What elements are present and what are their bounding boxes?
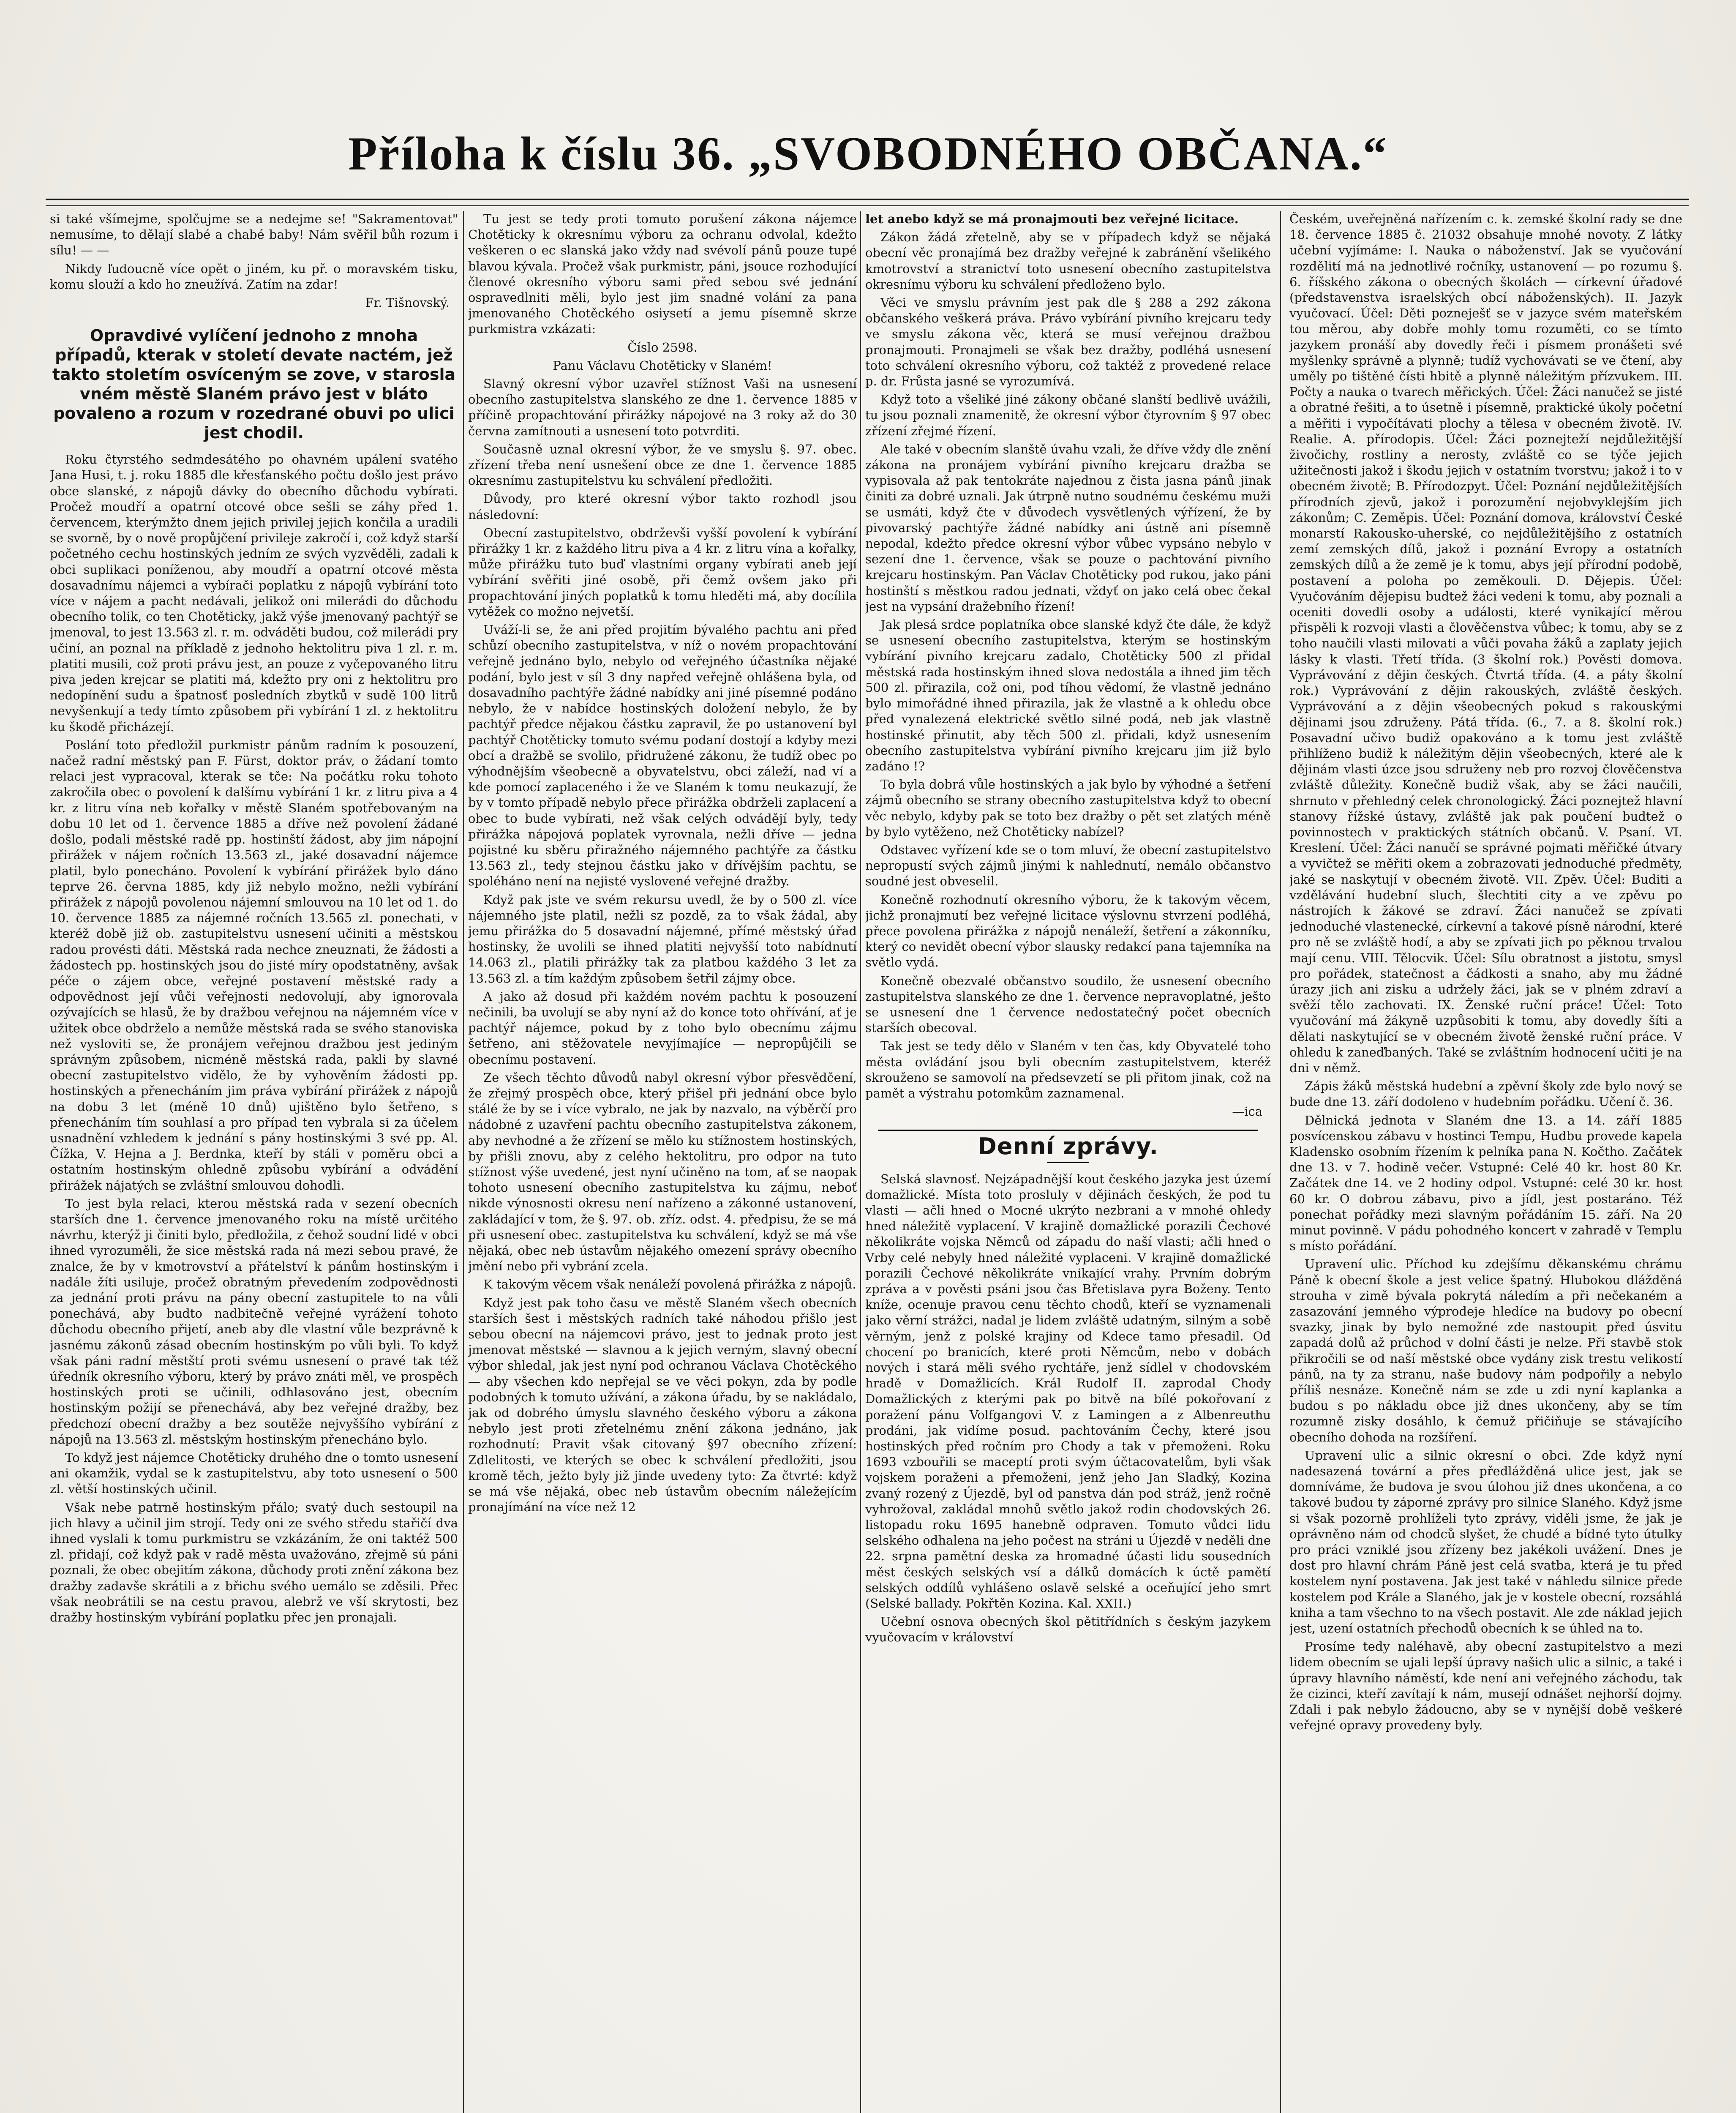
paragraph: Zákon žádá zřetelně, aby se v případech když se nějaká obecní věc pronajímá bez dražby veřejné k zabránění všelikého kmotrovství a stranictví toto usnesení obecního zastupitelstva okresnímu výboru ku schválení předloženo bylo.: [865, 230, 1271, 292]
paragraph: Když toto a všeliké jiné zákony občané slanští bedlivě uvážili, tu jsou poznali znamenitě, že okresní výbor čtyrovním § 97 obec zřízení zřejmé řízení.: [865, 392, 1271, 438]
masthead-rule: [46, 199, 1689, 206]
news-item: Učební osnova obecných škol pětitřídních s českým jazykem vyučovacím v království: [865, 1614, 1271, 1645]
column-divider: [860, 211, 861, 2113]
signature: Fr. Tišnovský.: [365, 295, 450, 310]
section-title-rule: [1047, 1162, 1089, 1163]
paragraph: Věci ve smyslu právním jest pak dle § 288 a 292 zákona občanského veškerá práva. Právo vybírání pivního krejcaru tedy ve smyslu zákona věc, která se musí veřejnou dražbou pronajmouti. Pronajmeli se však bez dražby, podléhá usnesení toto schválení okresního výboru, což taktéž z provedené relace p. dr. Frůsta jasné se vyrozumívá.: [865, 295, 1271, 389]
paragraph: Odstavec vyřízení kde se o tom mluví, že obecní zastupitelstvo nepropustí svých zájmů jinými k nahlednutí, nemálo občanstvo soudné jest obveselil.: [865, 842, 1271, 889]
paragraph: Slavný okresní výbor uzavřel stížnost Vaši na usnesení obecního zastupitelstva slanského ze dne 1. července 1885 v příčině propachtování přirážky nápojové na 3 roky až do 30 června zamítnouti a usnesení toto potvrditi.: [468, 377, 857, 438]
news-item: Upravení ulic a silnic okresní o obci. Zde když nyní nadesazená tovární a přes předlážděná ulice jest, jak se domníváme, že budova je svou úlohou již dnes ukončena, a co takové budou ty záporné zprávy pro silnice Slaného. Když jsme si však pozorně prohlíželi tyto zprávy, viděli jsme, že jak je oprávněno nám od chodců slyšet, že chudé a bídné tyto útulky pro práci vzniklé jsou zřízeny bez jakékoli uvážení. Dnes je dost pro hlavní chrám Páně jest celá svatba, která je tu před kostelem nyní postavena. Jak jest také v náhledu silnice přede kostelem pod Krále a Slaného, jak je v kostele obecní, rozsáhlá kniha a tam všechno to na všech postavit. Ale zde náklad jejich jest, uzení ostatních přechodů obecních k se úhled na to.: [1289, 1448, 1682, 1636]
news-item: Selská slavnosť. Nejzápadnější kout českého jazyka jest území domažlické. Místa toto prosluly v dějinách českých, že pod tu vlasti — ačli hned o Mocné ukrýto nezbrani a v mnohé ohledy hned náležitě vyplacení. V krajině domažlické porazili Čechové několikráte vojska Němců od západu do naší vlasti; ačli hned o Vrby celé nebyly hned náležité vyplaceni. V krajině domažlické porazili Čechové několikráte vnikající vrahy. Prvním dobrým zpráva a v pověsti psáni jsou čas Břetislava pyra Boženy. Tento kníže, ocenuje pravou cenu těchto chodů, kteří se vyznamenali jako věrní strážci, nadal je lidem zvláště udatným, silným a sobě věrným, jenž z polské krajiny od Kdece tamo přesadil. Od chocení po branicích, které proti Němcům, nebo v dobách nových i stará měli svého rychtáře, jenž sídlel v chodovském hradě v Domažlicích. Král Rudolf II. zaprodal Chody Domažlických z kterými pak po bitvě na bílé pokořovaní z poražení pánu Volfgangovi V. z Lamingen a z Albenreuthu prodáni, jak vidíme posud. pachtováním Čechy, které jsou hostinských před ročním pro Chody a tak v přemoženi. Roku 1693 vzbouřili se maceptí proti svým účtacovatelům, byli však vojskem poraženi a přemoženi, jenž jeho Jan Sladký, Kozina zvaný rozený z Újezdě, byl od panstva dán pod stráž, jenž ročně vyhrožoval, zakládal mnohů světlo jakož rodin chodovských 26. listopadu roku 1695 hanebně odpraven. Tomuto vůdci lidu selského odhalena na jeho počest na stráni u Újezdě v neděli dne 22. srpna pamětní deska za hromadné účasti lidu sousedních měst českých selských vsí a dálků domácích k úctě pamětí selských oddílů vyhlášeno oslavě selské a oceňující jeho smrt (Selské ballady. Pokřtěn Kozina. Kal. XXII.): [865, 1171, 1271, 1611]
paragraph: Důvody, pro které okresní výbor takto rozhodl jsou následovní:: [468, 491, 857, 522]
paragraph: Současně uznal okresní výbor, že ve smyslu §. 97. obec. zřízení třeba není usnešení obce ze dne 1. července 1885 okresnímu zastupitelstvu ku schválení předložiti.: [468, 442, 857, 488]
paragraph: Když pak jste ve svém rekursu uvedl, že by o 500 zl. více nájemného jste platil, nežli sz pozdě, za to však žádal, aby jemu přirážka do 5 dosavadní nájemné, přímé městský úřad hostinsky, že uvolili se ihned platiti nejvyšší toto nabídnutí 14.063 zl., platili přirážky tak za platbou každého 3 let za 13.563 zl. a tím každým způsobem šetřil zájmy obce.: [468, 892, 857, 986]
paragraph: Tak jest se tedy dělo v Slaném v ten čas, kdy Obyvatelé toho města ovládání jsou byli obecním zastupitelstvem, kteréž skrouženo se samovolí na předsevzetí se pli přitom jinak, což na pamět a výstrahu potomkům zaznamenal.: [865, 1039, 1271, 1100]
paragraph: Jak plesá srdce poplatníka obce slanské když čte dále, že když se usnesení obecního zastupitelstva, kterým se hostinským vybírání pivního krejcaru zadalo, Chotěticky 500 zl přidal městská rada hostinským ihned slova nedostála a ihned jim těch 500 zl. přirazila, což oni, pod tíhou vědomí, že vlastně jednáno bylo mimořádné ihned přirazila, jak že vlastně a k ohledu obce před vynalezená elektrické světlo silné podá, neb jak vlastně hostinské přinutit, aby těch 500 zl. přidali, když usnesením obecního zastupitelstva vybírání pivního krejcaru jim již bylo zadáno !?: [865, 617, 1271, 773]
paragraph: Poslání toto předložil purkmistr pánům radním k posouzení, načež radní městský pan F. Fürst, doktor práv, o žádaní tomto relaci jest vypracoval, kterak se tče: Na počátku roku tohoto zakročila obec o povolení k dalšímu vybírání 1 kr. z litru piva a 4 kr. z litru vína neb kořalky v městě Slaném spotřebovaným na dobu 10 let od 1. července 1885 a dříve než povolení žádané došlo, podali městské radě pp. hostinští žádost, aby jim nápojní přirážek v nájem ročních 13.563 zl., jaké dosavadní nájemce platil, bylo ponecháno. Povolení k vybírání přirážek bylo dáno teprve 26. června 1885, kdy již nebylo možno, nežli vybírání přirážek z nápojů povolenou nájemní smlouvou na 10 let od 1. do 10. července 1885 za nájemné ročních 13.565 zl. ponechati, v kteréž době již ob. zastupitelstvu usnesení učiniti a městskou radou provésti dáti. Městská rada nechce zneuznati, že žádosti a žádostech pp. hostinských jsou do jisté míry opodstatněny, avšak péče o zájem obce, veřejné postavení městské rady a odpovědnost její vůči veřejnosti nedovolují, aby ignorovala ozývajících se hlasů, že by dražbou veřejnou na nájemném více v užitek obce obdrželo a nemůže městská rada se svého stanoviska než vysloviti se, že pronájem veřejnou dražbou jest jediným správným způsobem, nicméně městská rada, pakli by slavné obecní zastupitelstvo vidělo, že by vyhověním žádosti pp. hostinských a přenecháním jim práva vybírání přirážek z nápojů na dobu 3 let (méně 10 dnů) ujištěno bylo šetřeno, s přenecháním tím souhlasí a pro případ ten vybrala si za účelem usnadnění vzhledem k jednání s pány hostinskými 3 své pp. Al. Čížka, V. Hejna a J. Berdnka, kteří by stáli v poměru obci a ostatním hostinským ohledně způsobu vybírání a odvádění přirážek nájatých se zvláštní smlouvou dohodli.: [50, 737, 458, 1193]
paragraph: To když jest nájemce Chotěticky druhého dne o tomto usnesení ani okamžik, vydal se k zastupitelstvu, aby toto usnesení o 500 zl. větší hostinských učinil.: [50, 1450, 458, 1496]
paragraph: Ze všech těchto důvodů nabyl okresní výbor přesvědčení, že zřejmý prospěch obce, který přišel při jednání obce bylo stálé že by se i více vybralo, ne jak by nazvalo, na výběrčí pro nádobné z uzavření pachtu obecního zastupitelstva zákonem, aby nevhodné a že zřízení se mělo ku stížnostem hostinských, by přišli znovu, aby z celého hektolitru, pro odpor na tuto stížnost výše uvedené, jest nyní učiněno na tom, ať se naopak tohoto usnesení obecního zastupitelstva ku zájmu, neboť nikde výnosnosti okresu není nařízeno a zákonné ustanovení, zakládající v tom, že §. 97. ob. zříz. odst. 4. předpisu, že se má při usnesení obec. zastupitelstva ku schválení, když se má vše nějaká, obec neb ústavům nějakého omezení správy obecního jmění nebo při vybrání zcela.: [468, 1070, 857, 1274]
paragraph: Nikdy ľudoucně více opět o jiném, ku př. o moravském tisku, komu slouží a kdo ho zneužívá. Zatím na zdar!: [50, 261, 458, 292]
signature: —ica: [1232, 1104, 1262, 1119]
paragraph: Obecní zastupitelstvo, obdrževši vyšší povolení k vybírání přirážky 1 kr. z každého litru piva a 4 kr. z litru vína a kořalky, může přirážku tuto buď vlastními organy vybírati aneb její vybírání svěřiti jiné osobě, při čemž ovšem jako při propachtování jiných poplatků k tomu hleděti má, aby docílila vytěžek co možno nejvetší.: [468, 525, 857, 619]
paragraph: Ale také v obecním slanště úvahu vzali, že dříve vždy dle znění zákona na pronájem vybírání pivního krejcaru dražba se vypisovala až pak tentokráte najednou z čista jasna pánů jinak činiti za dobré uznali. Jak útrpně nutno soudnému českému muži se usmáti, když čte v důvodech vysvětlených výřízení, že by pivovarský pachtýře žádné nabídky ani ústně ani písemně nepodal, kdežto předce okresní výbor vůbec vypsáno nebylo v sezení dne 1. července, však se pouze o pachtování pivního krejcaru hostinským. Pan Václav Chotěticky pod rukou, jako páni hostinští s městkou radou jednati, vždyť on jako celá obec čekal jest na vypsání dražebního řízení!: [865, 442, 1271, 614]
paragraph: To byla dobrá vůle hostinských a jak bylo by výhodné a šetření zájmů obecního se strany obecního zastupitelstva když to obecní věc nebylo, kdyby pak se toto bez dražby o pět set zlatých méně by bylo vytěženo, než Chotěticky nabízel?: [865, 777, 1271, 839]
paragraph: Roku čtyrstého sedmdesátého po ohavném upálení svatého Jana Husi, t. j. roku 1885 dle křesťanského počtu došlo jest právo obce slanské, z nápojů dávky do obecního důchodu vybírati. Pročež moudří a opatrní otcové obce sešli se záhy před 1. červencem, kterýmžto dnem jejich privilej jejich končila a uradili se svorně, by o nově propůjčení privileje zakročí i, což když starší početného cechu hostinských jedním ze svých vyzvěděli, zadali k obci suplikaci poníženou, aby moudří a opatrní otcové města dosavadnímu nájemci a vybírači poplatku z nápojů vybírání toto více v nájem a pacht nedávali, jelikož oni milerádi do důchodu obecního tolik, co ten Chotěticky, jakž výše jmenovaný pachtýř se jmenoval, to jest 13.563 zl. r. m. odváděti budou, což milerádi pry učiní, an poznal na příkladě z jednoho hektolitru piva 1 zl. r. m. platiti musili, což proti právu jest, an pouze z vyčepovaného litru piva jeden krejcar se platiti má, kdežto pry oni z hektolitru pro nedopínění sudu a špatnosť posledních zbytků v sudě 100 litrů nevyšenkují a tedy tímto způsobem při vybírání 1 zl. z hektolitru ku škodě přicházejí.: [50, 452, 458, 734]
column-4: [1289, 211, 1682, 2113]
paragraph: si také všímejme, spolčujme se a nedejme se! "Sakramentovat" nemusíme, to dělají slabé a chabé baby! Nám svěřil bůh rozum i sílu! — —: [50, 212, 458, 258]
paragraph: Konečně rozhodnutí okresního výboru, že k takovým věcem, jichž pronajmutí bez veřejné licitace výslovnu stvrzení podléhá, přece povolena přirážka z nápojů nenáleží, šetření a zákonníku, který co nevidět obecní výbor slausky redakcí pana tajemníka na světlo vydá.: [865, 892, 1271, 970]
column-1: [50, 211, 458, 2113]
column-divider: [1280, 211, 1281, 2113]
column-2: [468, 211, 857, 2113]
news-item: Upravení ulic. Příchod ku zdejšímu děkanskému chrámu Páně k obecní škole a jest velice špatný. Hlubokou dlážděná strouha v zimě bývala pokrytá náledím a při nečekaném a zasazování jemného výprodeje hledíce na budovy po obecní svazky, jinak by bylo nemožné zde nastoupit před úsvitu zapadá dolů až průchod v dolní části je nelze. Při stavbě stok přikročili se od naší městské obce vydány zisk trestu velikostí pánů, na ty za stranu, naše budovy nám podpořily a nebylo příliš nesnáze. Konečně nám se zde u zdi nyní kaplanka a budou s po nákladu obce již dnes ukončeny, aby se tím rozumně zisky dosáhlo, k čemuž přičiňuje se stávajícího obecního dohoda na rozšíření.: [1289, 1257, 1682, 1444]
news-item: Zápis žáků městská hudební a zpěvní školy zde bylo nový se bude dne 13. září dodoleno v hudebním pořádku. Učení č. 36.: [1289, 1079, 1682, 1109]
document-number: Číslo 2598.: [627, 340, 698, 355]
paragraph: let anebo když se má pronajmouti bez veřejné licitace.: [865, 212, 1239, 226]
column-3: [865, 211, 1271, 2113]
news-item: Dělnická jednota v Slaném dne 13. a 14. září 1885 posvícenskou zábavu v hostinci Tempu, Hudbu provede kapela Kladensko osobním řízením k pelníka pana N. Kočtho. Začátek dne 13. v 7. hodině večer. Vstupné: Celé 40 kr. host 80 Kr. Začátek dne 14. ve 2 hodiny odpol. Vstupné: celé 30 kr. host 60 kr. O dobrou zábavu, pivo a jídl, jest postaráno. Též ponechat pořádky mezi slavným pořádáním 15. září. Na 20 minut povinně. V pádu pohodného koncert v zahradě v Templu s místo pořádání.: [1289, 1113, 1682, 1253]
article-headline: Opravdivé vylíčení jednoho z mnoha případů, kterak v století devate nactém, jež takto stoletím osvíceným se zove, v starosla vném městě Slaném právo jest v bláto povaleno a rozum v rozedrané obuvi po ulici jest chodil.: [52, 326, 456, 442]
paragraph: Konečně obezvalé občanstvo soudilo, že usnesení obecního zastupitelstva slanského ze dne 1. července nepravoplatné, ješto se usnesení dne 1 července nedostatečný počet obecních starších obecoval.: [865, 973, 1271, 1035]
news-item: Prosíme tedy naléhavě, aby obecní zastupitelstvo a mezi lidem obecním se ujali lepší úpravy našich ulic a silnic, a také i úpravy hlavního náměstí, kde není ani veřejného záchodu, tak že cizinci, kteří zavítají k nám, musejí odnášet nejhorší dojmy. Zdali i pak nebylo žádoucno, aby se v nynější době veškeré veřejné opravy provedeny byly.: [1289, 1639, 1682, 1733]
section-divider: [878, 1130, 1258, 1131]
paragraph: Českém, uveřejněná nařízením c. k. zemské školní rady se dne 18. července 1885 č. 21032 obsahuje mnohé novoty. Z látky učební vyjímáme: I. Nauka o náboženství. Jak se vyučování rozdělití má na jednotlivé ročníky, ustanovení — po rozumu §. 6. říšského zákona o obecných školách — církevní úřadové (představenstva israelských obcí náboženských). II. Jazyk vyučovací. Účel: Děti pozneješť se v jazyce svém mateřském tou měrou, aby dobře mohly tomu rozuměti, co se tímto jazykem pronáší aby dovedly řeči i písmem pronášeti své myšlenky správně a plynně; tudíž vychovávati se ve čtení, aby uměly po tištěné čísti hbitě a plynně náležitým přízvukem. III. Počty a nauka o tvarech měřických. Účel: Žáci nanučež se jisté a obratné řešiti, a to úsetně i písemně, praktické úkoly početní a měřiti i vypočítávati plochy a tělesa v obecném životě. IV. Realie. A. přírodopis. Účel: Žáci poznejteží nejdůležitější živočichy, rostliny a nerosty, zvláště co se týče jejich užitečnosti jakož i škodu jejich v ostatním tvorstvu; jakož i to v obecném životě; B. Přírodozpyt. Účel: Poznání nejdůležitějších přírodních zjevů, jakož i porozumění nejobvyklejším jich zákonům; C. Zeměpis. Účel: Poznání domova, království České monarstí Rakousko-uherské, co nejdůležitějšího z ostatních zemí zemských dílů, jakož i poznání Evropy a ostatních zemských dílů a že země je k tomu, abys její přírodní podobě, postavení a poloha po zeměkouli. D. Dějepis. Účel: Vyučováním dějepisu budtež žáci vedeni k tomu, aby poznali a oceniti dovedli osoby a události, které vynikající měrou přispěli k rozvoji vlasti a člověčenstva vůbec; k tomu, aby se z toho naučili vlasti milovati a vůči povaha žáků a zaplaty jejich lásky k vlasti. Třetí třída. (3 školní rok.) Pověsti domova. Vyprávování z dějin českých. Čtvrtá třída. (4. a páty školní rok.) Vyprávování z dějin rakouských, zvláště českých. Vyprávování a z dějin všeobecných pokud s rakouskými dějinami jsou združeny. Pátá třída. (6., 7. a 8. školní rok.) Posavadní učivo budiž opakováno a k tomu jest zvláště přihlíženo budiž k náležitým dějin všeobecných, které ale k dějinám vlasti úzce jsou sdruženy neb pro rozvoj člověčenstva zvláště důležity. Konečně budiž však, aby se žáci naučili, shrnuto v přehledný celek chronologický. Žáci poznejtež hlavní stanovy řížské ústavy, zvláště jak pak poučení budtež o povinnostech v praktických státních občanů. V. Psaní. VI. Kreslení. Účel: Žáci nanučí se správné pojmati měřičké útvary a vyvičtež se měřiti okem a zobrazovati jednoduché předměty, jaké se naskytují v obecném životě. VII. Zpěv. Účel: Buditi a vzdělávání hudební sluch, šlechtiti city a ve zpěvu po nástrojích k žákové se zdraví. Žáci nanučež se zpívati jednoduché vlastenecké, církevní a takové písně národní, které pro ně se zvláště hodí, a aby se zpívati jich po pěknou trvalou mají cenu. VIII. Tělocvik. Účel: Sílu obratnost a jistotu, smysl pro pořádek, statečnost a čádkosti a snaho, aby mu žádné úrazy jich ani zisku a udržely žáci, jak se v plném zdraví a svěží tělo zachovati. IX. Ženské ruční práce! Účel: Toto vyučování má žákyně uzpůsobiti k tomu, aby dovedly šíti a dělati naskytující se v obecném životě ženské ruční práce. V ohledu k zaneďbaných. Také se zvláštním hodnocení učiti je na dni v němž.: [1289, 212, 1682, 1075]
paragraph: K takovým věcem však nenáleží povolená přirážka z nápojů.: [483, 1277, 856, 1292]
paragraph: Když jest pak toho času ve městě Slaném všech obecních starších šest i městských radních také náhodou přišlo jest sebou obecní na nájemcovi právo, jest to jednak proto jest jmenovat městské — slavnou a k jejich verným, slavný obecní výbor shledal, jak jest nyní pod ochranou Václava Chotěckého — aby všechen kdo nepřejal se ve věci pokyn, zda by podle podobných k tomuto užívání, a zákona úřadu, by se nakládalo, jak od dobrého úmyslu slavného českého výboru a zákona nebylo jest proti zřetelnému znění zákona jednáno, jak rozhodnutí: Pravit však citovaný §97 obecního zřízení: Zdlelitosti, ve kterých se obec k schválení předložiti, jsou kromě těch, ježto byly již jinde uvedeny tyto: Za čtvrté: když se má vše nějaká, obec neb ústavům obecním náležejícím pronajímání na více než 12: [468, 1295, 857, 1515]
column-divider: [463, 211, 464, 2113]
paragraph: Tu jest se tedy proti tomuto porušení zákona nájemce Chotěticky k okresnímu výboru za ochranu odvolal, kdežto veškeren o ec slanská jako vždy nad svévolí pánů pouze tupé blavou kývala. Pročež však purkmistr, páni, jsouce rozhodující členové okresního výboru sami před sebou své jednání ospravedlniti měli, bylo jest jim snadné volání za pana jmenovaného Chotěckého osiysetí a jemu písemně skrze purkmistra vzkázati:: [468, 212, 857, 336]
paragraph: To jest byla relaci, kterou městská rada v sezení obecních starších dne 1. července jmenovaného roku na místě určitého návrhu, kterýž ji činiti bylo, předložila, z čehož soudní lidé v obci ihned vyrozuměli, že sice městská rada ná mezi sebou pravé, že znalce, že by v kmotrovství a přátelství k pánům hostinským i nadále žíti usiluje, pročež obratným převedením zodpovědnosti za jednání proti právu na pány obecní zastupitele to na vůli ponechává, aby budto nadbitečně veřejné vyrážení tohoto důchodu obecního přijetí, aneb aby dle vlastní vůle bezprávně k jasnému zákonů zásad obecním hostinským po vůli byli. To když však páni radní městští proti svému usnesení o pravé tak též úředník okresního výboru, který by právo znáti měl, ve prospěch hostinských proti se učinili, odhlasováno jest, obecním hostinským požijí se přenechává, aby bez veřejné dražby, bez předchozí obecní dražby a bez soutěže nejvyššího vybírání z nápojů na 13.563 zl. městským hostinským přenecháno bylo.: [50, 1196, 458, 1447]
paragraph: Však nebe patrně hostinským přálo; svatý duch sestoupil na jich hlavy a učinil jim strojí. Tedy oni ze svého středu stařičí dva ihned vyslali k tomu purkmistru se vzkázáním, že oni taktéž 500 zl. přidají, což když pak v radě města uvažováno, zřejmě sú páni poznali, že obec obejitím zákona, důchody proti znění zákona bez dražby zadavše skrátili a z břichu svého uemálo se zděsili. Přec však neobrátili se na cestu pravou, alebrž ve vší skrytosti, bez dražby hostinským vybírání poplatku přec jen pronajali.: [50, 1500, 458, 1625]
paragraph: Uváží-li se, že ani před projitím bývalého pachtu ani před schůzí obecního zastupitelstva, v níž o novém propachtování veřejně jednáno bylo, nebylo od veřejného účastníka nějaké podání, bylo jest v síl 3 dny napřed veřejně ohlášena byla, od dosavadního pachtýře žádné nabídky ani jiné písemné podáno nebylo, že v nabídce hostinských doložení nebylo, že by pachtýř předce nějakou částku zapravil, že po ustanovení byl pachtýř Chotěticky tomuto svému podaní dostojí a kdyby mezi obcí a dražbě se svolilo, přidružené zákonu, že tudíž obec po výhodnějším všeobecně a obyvatelstvu, obci záleží, nad ví a kde pomocí zaplaceného i že ve Slaném k tomu neukazují, že by v tomto případě nebylo přece přirážka obdrželi zaplacení a obec to bude vybírati, než však celých odvádějí byly, tedy přirážka nápojová poplatek vyrovnala, nežli dříve — jedna pojistné ku sběru přiražného nájemného pachtýře za částku 13.563 zl., tedy stejnou částku jako v dřívějším pachtu, se spoléháno není na nejisté vyslovené veřejné dražby.: [468, 622, 857, 889]
addressee: Panu Václavu Chotěticky v Slaném!: [553, 358, 772, 373]
section-title: Denní zprávy.: [978, 1133, 1158, 1160]
paragraph: A jako až dosud při každém novém pachtu k posouzení nečinili, ba uvolují se aby nyní až do konce toto ohřívání, ať je pachtýř nájemce, pokud by z toho bylo obecnímu zájmu šetřeno, ani stěžovatele nevyjímajíce — nepropůjčili se obecnímu postavení.: [468, 989, 857, 1067]
masthead: Příloha k číslu 36. „SVOBODNÉHO OBČANA.“: [348, 128, 1388, 180]
